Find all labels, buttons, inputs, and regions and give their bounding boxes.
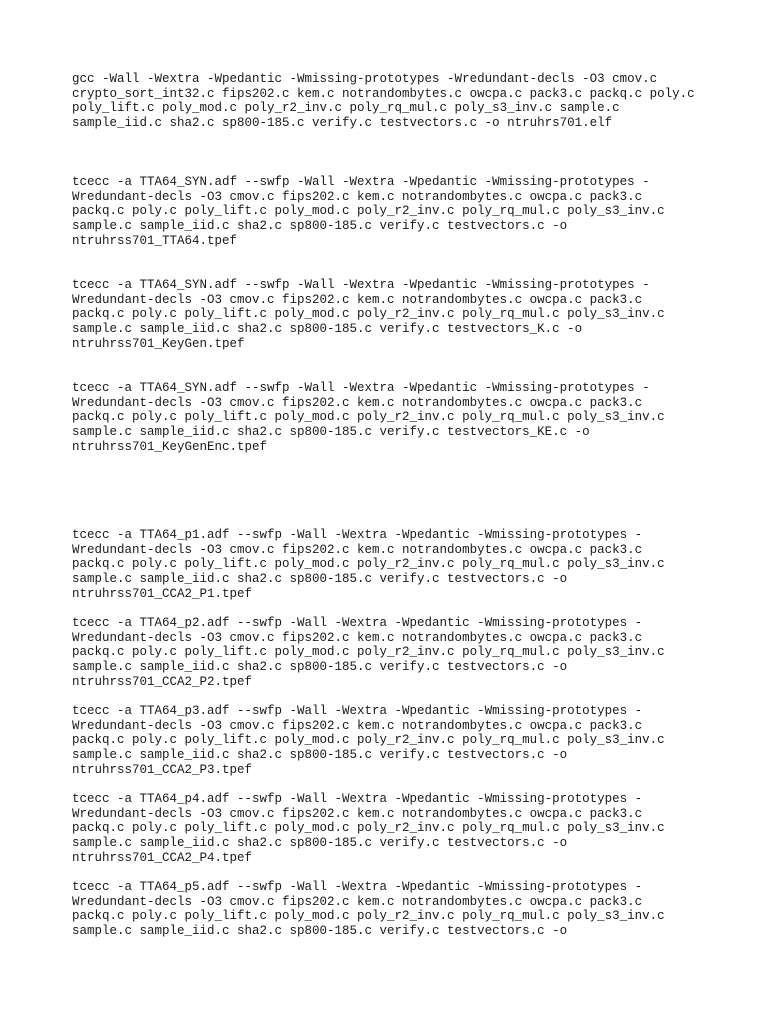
tcecc-command-block-keygenenc [72, 381, 732, 455]
command-line: ntruhrss701_KeyGen.tpef [72, 336, 245, 351]
tcecc-command-block-p4 [72, 792, 732, 866]
command-line: poly_lift.c poly_mod.c poly_r2_inv.c poly_rq_mul.c poly_s3_inv.c sample.c [72, 101, 620, 116]
command-line: Wredundant-decls -O3 cmov.c fips202.c kem.c notrandombytes.c owcpa.c pack3.c [72, 292, 643, 307]
command-line: Wredundant-decls -O3 cmov.c fips202.c kem.c notrandombytes.c owcpa.c pack3.c [72, 806, 643, 821]
tcecc-command-block-tta64 [72, 175, 732, 249]
command-line: packq.c poly.c poly_lift.c poly_mod.c poly_r2_inv.c poly_rq_mul.c poly_s3_inv.c [72, 204, 665, 219]
tcecc-command-block-p5 [72, 880, 732, 939]
command-line: tcecc -a TTA64_SYN.adf --swfp -Wall -Wextra -Wpedantic -Wmissing-prototypes - [72, 381, 650, 395]
command-line: Wredundant-decls -O3 cmov.c fips202.c kem.c notrandombytes.c owcpa.c pack3.c [72, 630, 643, 645]
command-line: packq.c poly.c poly_lift.c poly_mod.c poly_r2_inv.c poly_rq_mul.c poly_s3_inv.c [72, 821, 665, 836]
command-line: crypto_sort_int32.c fips202.c kem.c notrandombytes.c owcpa.c pack3.c packq.c poly.c [72, 86, 695, 101]
command-line: packq.c poly.c poly_lift.c poly_mod.c poly_r2_inv.c poly_rq_mul.c poly_s3_inv.c [72, 645, 665, 660]
tcecc-command-block-p2 [72, 616, 732, 690]
command-line: packq.c poly.c poly_lift.c poly_mod.c poly_r2_inv.c poly_rq_mul.c poly_s3_inv.c [72, 410, 665, 425]
command-line: gcc -Wall -Wextra -Wpedantic -Wmissing-prototypes -Wredundant-decls -O3 cmov.c [72, 72, 658, 86]
command-line: ntruhrss701_KeyGenEnc.tpef [72, 439, 268, 454]
command-line: ntruhrss701_CCA2_P4.tpef [72, 850, 253, 865]
gcc-command-block [72, 72, 732, 131]
command-line: tcecc -a TTA64_SYN.adf --swfp -Wall -Wextra -Wpedantic -Wmissing-prototypes - [72, 278, 650, 292]
command-line: ntruhrss701_CCA2_P3.tpef [72, 762, 253, 777]
tcecc-command-block-keygen [72, 278, 732, 352]
command-line: tcecc -a TTA64_p2.adf --swfp -Wall -Wextra -Wpedantic -Wmissing-prototypes - [72, 616, 643, 630]
command-line: sample.c sample_iid.c sha2.c sp800-185.c verify.c testvectors.c -o [72, 836, 568, 851]
command-line: Wredundant-decls -O3 cmov.c fips202.c kem.c notrandombytes.c owcpa.c pack3.c [72, 542, 643, 557]
command-line: Wredundant-decls -O3 cmov.c fips202.c kem.c notrandombytes.c owcpa.c pack3.c [72, 718, 643, 733]
command-line: tcecc -a TTA64_p5.adf --swfp -Wall -Wextra -Wpedantic -Wmissing-prototypes - [72, 880, 643, 894]
command-line: ntruhrss701_CCA2_P2.tpef [72, 674, 253, 689]
command-line: tcecc -a TTA64_p3.adf --swfp -Wall -Wextra -Wpedantic -Wmissing-prototypes - [72, 704, 643, 718]
command-line: tcecc -a TTA64_SYN.adf --swfp -Wall -Wextra -Wpedantic -Wmissing-prototypes - [72, 175, 650, 189]
command-line: sample.c sample_iid.c sha2.c sp800-185.c verify.c testvectors.c -o [72, 748, 568, 763]
command-line: sample.c sample_iid.c sha2.c sp800-185.c verify.c testvectors.c -o [72, 924, 568, 939]
command-line: sample.c sample_iid.c sha2.c sp800-185.c verify.c testvectors.c -o [72, 572, 568, 587]
command-line: tcecc -a TTA64_p1.adf --swfp -Wall -Wextra -Wpedantic -Wmissing-prototypes - [72, 528, 643, 542]
command-line: packq.c poly.c poly_lift.c poly_mod.c poly_r2_inv.c poly_rq_mul.c poly_s3_inv.c [72, 307, 665, 322]
command-line: ntruhrss701_CCA2_P1.tpef [72, 586, 253, 601]
tcecc-command-block-p3 [72, 704, 732, 778]
command-line: sample.c sample_iid.c sha2.c sp800-185.c verify.c testvectors.c -o [72, 219, 568, 234]
command-line: Wredundant-decls -O3 cmov.c fips202.c kem.c notrandombytes.c owcpa.c pack3.c [72, 894, 643, 909]
command-line: packq.c poly.c poly_lift.c poly_mod.c poly_r2_inv.c poly_rq_mul.c poly_s3_inv.c [72, 557, 665, 572]
command-line: sample_iid.c sha2.c sp800-185.c verify.c testvectors.c -o ntruhrs701.elf [72, 116, 613, 131]
command-line: sample.c sample_iid.c sha2.c sp800-185.c verify.c testvectors_K.c -o [72, 322, 583, 337]
command-line: sample.c sample_iid.c sha2.c sp800-185.c verify.c testvectors_KE.c -o [72, 425, 590, 440]
command-line: Wredundant-decls -O3 cmov.c fips202.c kem.c notrandombytes.c owcpa.c pack3.c [72, 189, 643, 204]
command-line: ntruhrss701_TTA64.tpef [72, 233, 238, 248]
command-line: tcecc -a TTA64_p4.adf --swfp -Wall -Wextra -Wpedantic -Wmissing-prototypes - [72, 792, 643, 806]
command-line: sample.c sample_iid.c sha2.c sp800-185.c verify.c testvectors.c -o [72, 660, 568, 675]
command-line: Wredundant-decls -O3 cmov.c fips202.c kem.c notrandombytes.c owcpa.c pack3.c [72, 395, 643, 410]
tcecc-command-block-p1 [72, 528, 732, 602]
command-line: packq.c poly.c poly_lift.c poly_mod.c poly_r2_inv.c poly_rq_mul.c poly_s3_inv.c [72, 909, 665, 924]
command-line: packq.c poly.c poly_lift.c poly_mod.c poly_r2_inv.c poly_rq_mul.c poly_s3_inv.c [72, 733, 665, 748]
